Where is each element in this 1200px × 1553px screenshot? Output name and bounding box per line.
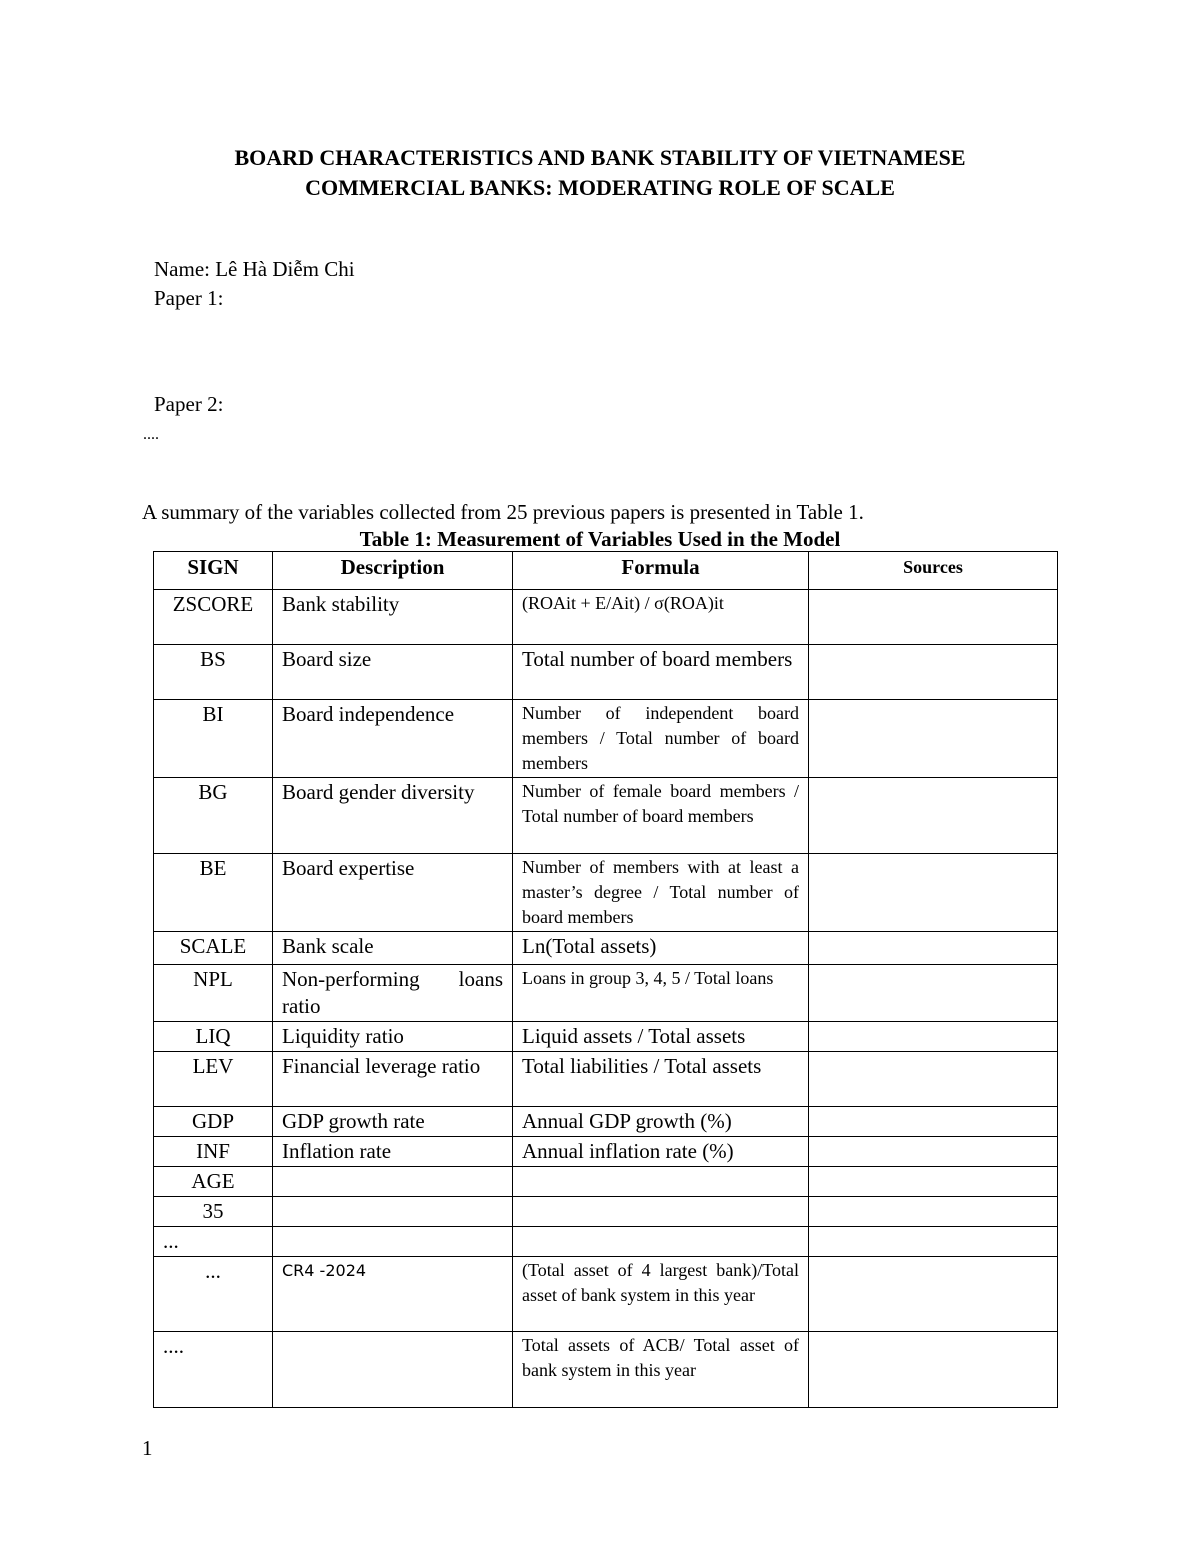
cell-sign: AGE	[154, 1167, 273, 1197]
table-row	[154, 1022, 1058, 1052]
table-row	[154, 854, 1058, 932]
table-row	[154, 645, 1058, 700]
cell-formula: Number of members with at least a master’s degree / Total number of board members	[513, 854, 809, 932]
cell-description: Board expertise	[273, 854, 513, 932]
cell-sources	[809, 932, 1058, 965]
cell-description: Liquidity ratio	[273, 1022, 513, 1052]
table-row	[154, 1107, 1058, 1137]
cell-sign: ...	[154, 1227, 273, 1257]
paper-2-label: Paper 2:	[154, 392, 224, 416]
cell-sources	[809, 645, 1058, 700]
cell-formula	[513, 1227, 809, 1257]
cell-sources	[809, 854, 1058, 932]
document-title	[0, 143, 1200, 203]
cell-formula: Total assets of ACB/ Total asset of bank system in this year	[513, 1332, 809, 1408]
header-sign: SIGN	[154, 552, 273, 590]
cell-sign: 35	[154, 1197, 273, 1227]
cell-description: Bank scale	[273, 932, 513, 965]
table-row	[154, 700, 1058, 778]
header-formula: Formula	[513, 552, 809, 590]
cell-sign: BG	[154, 778, 273, 854]
cell-formula: Number of female board members / Total number of board members	[513, 778, 809, 854]
cell-sources	[809, 965, 1058, 1022]
cell-formula: Total liabilities / Total assets	[513, 1052, 809, 1107]
cell-sign: NPL	[154, 965, 273, 1022]
header-description: Description	[273, 552, 513, 590]
cell-formula: (Total asset of 4 largest bank)/Total asset of bank system in this year	[513, 1257, 809, 1332]
cell-sign: BI	[154, 700, 273, 778]
cell-sign: SCALE	[154, 932, 273, 965]
table-row	[154, 1052, 1058, 1107]
cell-formula: Total number of board members	[513, 645, 809, 700]
cell-description: GDP growth rate	[273, 1107, 513, 1137]
cell-description	[273, 1227, 513, 1257]
cell-sources	[809, 1197, 1058, 1227]
cell-sign: BE	[154, 854, 273, 932]
intro-paragraph: A summary of the variables collected from 25 previous papers is presented in Table 1.	[142, 500, 864, 524]
cell-sources	[809, 1052, 1058, 1107]
page-number: 1	[142, 1436, 153, 1460]
cell-formula: (ROAit + E/Ait) / σ(ROA)it	[513, 590, 809, 645]
table-row	[154, 1227, 1058, 1257]
variables-table	[153, 551, 1058, 1408]
table-row	[154, 1167, 1058, 1197]
cell-description	[273, 1197, 513, 1227]
table-caption: Table 1: Measurement of Variables Used in the Model	[359, 527, 841, 551]
cell-sign: ....	[154, 1332, 273, 1408]
cell-description: Non-performing loans ratio	[273, 965, 513, 1022]
cell-formula: Annual GDP growth (%)	[513, 1107, 809, 1137]
cell-description	[273, 1167, 513, 1197]
cell-formula: Liquid assets / Total assets	[513, 1022, 809, 1052]
table-header-row	[154, 552, 1058, 590]
cell-description: Board independence	[273, 700, 513, 778]
table-row	[154, 1332, 1058, 1408]
table-row	[154, 1257, 1058, 1332]
table-row	[154, 1137, 1058, 1167]
cell-description	[273, 1332, 513, 1408]
cell-sources	[809, 778, 1058, 854]
cell-sources	[809, 1137, 1058, 1167]
cell-sign: BS	[154, 645, 273, 700]
table-row	[154, 1197, 1058, 1227]
cell-formula	[513, 1167, 809, 1197]
table-row	[154, 590, 1058, 645]
cell-sign: LIQ	[154, 1022, 273, 1052]
cell-description: Board gender diversity	[273, 778, 513, 854]
table-row	[154, 778, 1058, 854]
paper-1-label: Paper 1:	[154, 286, 224, 310]
cell-formula: Number of independent board members / Total number of board members	[513, 700, 809, 778]
cell-sign: ...	[154, 1257, 273, 1332]
cell-sign: LEV	[154, 1052, 273, 1107]
cell-sources	[809, 1167, 1058, 1197]
cell-sources	[809, 700, 1058, 778]
cell-sources	[809, 1227, 1058, 1257]
cell-description: CR4 -2024	[273, 1257, 513, 1332]
cell-sources	[809, 590, 1058, 645]
cell-formula: Loans in group 3, 4, 5 / Total loans	[513, 965, 809, 1022]
cell-sources	[809, 1332, 1058, 1408]
cell-description: Board size	[273, 645, 513, 700]
author-name: Name: Lê Hà Diễm Chi	[154, 257, 355, 281]
table-row	[154, 932, 1058, 965]
cell-sign: INF	[154, 1137, 273, 1167]
cell-sources	[809, 1022, 1058, 1052]
cell-formula	[513, 1197, 809, 1227]
cell-formula: Ln(Total assets)	[513, 932, 809, 965]
cell-sources	[809, 1107, 1058, 1137]
cell-sign: ZSCORE	[154, 590, 273, 645]
cell-description: Bank stability	[273, 590, 513, 645]
document-title-line-2: COMMERCIAL BANKS: MODERATING ROLE OF SCALE	[305, 175, 895, 200]
cell-description: Financial leverage ratio	[273, 1052, 513, 1107]
ellipsis-text: ....	[143, 426, 159, 443]
cell-description: Inflation rate	[273, 1137, 513, 1167]
cell-formula: Annual inflation rate (%)	[513, 1137, 809, 1167]
header-sources: Sources	[809, 552, 1058, 590]
cell-sign: GDP	[154, 1107, 273, 1137]
cell-sources	[809, 1257, 1058, 1332]
document-title-line-1: BOARD CHARACTERISTICS AND BANK STABILITY OF VIETNAMESE	[234, 145, 966, 170]
table-row	[154, 965, 1058, 1022]
